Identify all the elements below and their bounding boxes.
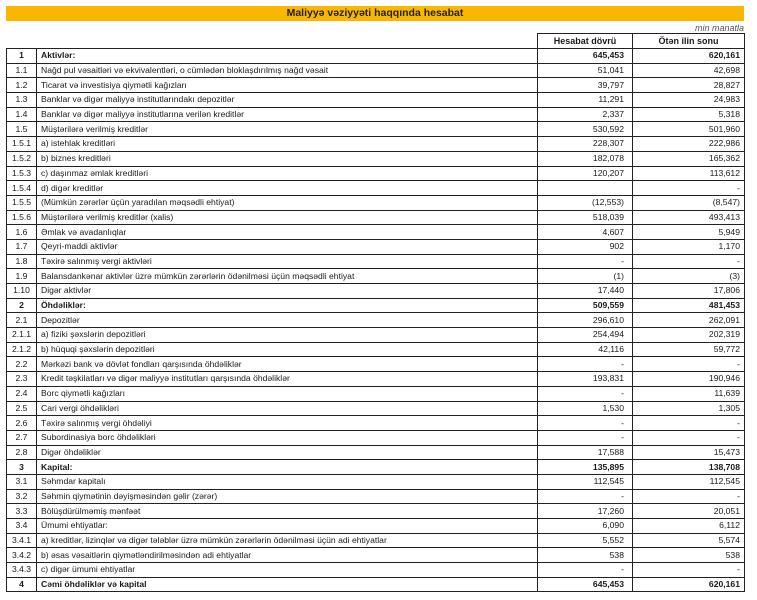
table-row bbox=[7, 401, 745, 416]
row-number: 3.4.3 bbox=[7, 563, 37, 578]
table-row bbox=[7, 63, 745, 78]
table-row bbox=[7, 195, 745, 210]
table-row bbox=[7, 166, 745, 181]
row-number: 2.6 bbox=[7, 416, 37, 431]
value-current-period: 17,260 bbox=[538, 504, 633, 519]
header-blank-label bbox=[37, 34, 538, 49]
table-row bbox=[7, 269, 745, 284]
value-current-period: 228,307 bbox=[538, 137, 633, 152]
row-label: Depozitlər bbox=[37, 313, 538, 328]
table-row bbox=[7, 489, 745, 504]
row-number: 3.4.1 bbox=[7, 533, 37, 548]
balance-sheet-table bbox=[6, 33, 745, 592]
value-previous-year-end: 113,612 bbox=[633, 166, 745, 181]
table-row bbox=[7, 284, 745, 299]
value-previous-year-end: (8,547) bbox=[633, 195, 745, 210]
row-number: 3.3 bbox=[7, 504, 37, 519]
value-previous-year-end: 202,319 bbox=[633, 328, 745, 343]
value-previous-year-end: 112,545 bbox=[633, 474, 745, 489]
row-label: Ticarət və investisiya qiymətli kağızları bbox=[37, 78, 538, 93]
table-row bbox=[7, 239, 745, 254]
row-number: 1.1 bbox=[7, 63, 37, 78]
row-label: Cəmi öhdəliklər və kapital bbox=[37, 577, 538, 592]
row-label: Digər aktivlər bbox=[37, 284, 538, 299]
value-previous-year-end: 11,639 bbox=[633, 386, 745, 401]
row-label: Mərkəzi bank və dövlət fondları qarşısında öhdəliklər bbox=[37, 357, 538, 372]
row-label: Aktivlər: bbox=[37, 49, 538, 64]
row-label: Təxirə salınmış vergi öhdəliyi bbox=[37, 416, 538, 431]
table-row bbox=[7, 577, 745, 592]
value-current-period: 182,078 bbox=[538, 151, 633, 166]
table-row bbox=[7, 430, 745, 445]
row-label: Digər öhdəliklər bbox=[37, 445, 538, 460]
row-number: 1.5.5 bbox=[7, 195, 37, 210]
value-previous-year-end: 17,806 bbox=[633, 284, 745, 299]
row-number: 1.7 bbox=[7, 239, 37, 254]
row-label: Qeyri-maddi aktivlər bbox=[37, 239, 538, 254]
value-current-period: 193,831 bbox=[538, 372, 633, 387]
row-label: a) istehlak kreditləri bbox=[37, 137, 538, 152]
value-current-period: - bbox=[538, 416, 633, 431]
row-label: a) fiziki şəxslərin depozitləri bbox=[37, 328, 538, 343]
value-previous-year-end: 481,453 bbox=[633, 298, 745, 313]
value-current-period: - bbox=[538, 254, 633, 269]
value-previous-year-end: - bbox=[633, 357, 745, 372]
row-label: Müştərilərə verilmiş kreditlər (xalis) bbox=[37, 210, 538, 225]
value-previous-year-end: - bbox=[633, 563, 745, 578]
value-current-period: (12,553) bbox=[538, 195, 633, 210]
value-current-period: 2,337 bbox=[538, 107, 633, 122]
table-row bbox=[7, 533, 745, 548]
row-number: 1 bbox=[7, 49, 37, 64]
value-previous-year-end: - bbox=[633, 254, 745, 269]
row-label: Təxirə salınmış vergi aktivləri bbox=[37, 254, 538, 269]
table-row bbox=[7, 548, 745, 563]
table-row bbox=[7, 474, 745, 489]
row-number: 1.4 bbox=[7, 107, 37, 122]
row-label: Balansdankənar aktivlər üzrə mümkün zərərlərin ödənilməsi üçün məqsədli ehtiyat bbox=[37, 269, 538, 284]
row-label: Səhmin qiymətinin dəyişməsindən gəlir (zərər) bbox=[37, 489, 538, 504]
value-previous-year-end: 6,112 bbox=[633, 519, 745, 534]
table-row bbox=[7, 416, 745, 431]
table-row bbox=[7, 313, 745, 328]
value-current-period: 135,895 bbox=[538, 460, 633, 475]
row-number: 2.3 bbox=[7, 372, 37, 387]
row-label: b) hüquqi şəxslərin depozitləri bbox=[37, 342, 538, 357]
row-number: 4 bbox=[7, 577, 37, 592]
table-row bbox=[7, 328, 745, 343]
value-current-period: 4,607 bbox=[538, 225, 633, 240]
row-number: 1.5.1 bbox=[7, 137, 37, 152]
value-current-period: 112,545 bbox=[538, 474, 633, 489]
table-row bbox=[7, 372, 745, 387]
value-previous-year-end: 190,946 bbox=[633, 372, 745, 387]
row-label: Subordinasiya borc öhdəlikləri bbox=[37, 430, 538, 445]
value-current-period bbox=[538, 181, 633, 196]
value-current-period: - bbox=[538, 430, 633, 445]
row-label: b) biznes kreditləri bbox=[37, 151, 538, 166]
value-previous-year-end: 165,362 bbox=[633, 151, 745, 166]
row-number: 1.5 bbox=[7, 122, 37, 137]
value-current-period: 6,090 bbox=[538, 519, 633, 534]
row-label: Ümumi ehtiyatlar: bbox=[37, 519, 538, 534]
value-current-period: 42,116 bbox=[538, 342, 633, 357]
row-label: Banklar və digər maliyyə institutlarındakı depozitlər bbox=[37, 93, 538, 108]
table-header-row bbox=[7, 34, 745, 49]
table-row bbox=[7, 563, 745, 578]
value-current-period: 17,588 bbox=[538, 445, 633, 460]
value-current-period: 509,559 bbox=[538, 298, 633, 313]
value-current-period: 1,530 bbox=[538, 401, 633, 416]
column-header-previous-year-end: Ötən ilin sonu bbox=[633, 34, 745, 49]
row-number: 1.5.2 bbox=[7, 151, 37, 166]
value-current-period: 645,453 bbox=[538, 577, 633, 592]
row-number: 3.4 bbox=[7, 519, 37, 534]
value-previous-year-end: 501,960 bbox=[633, 122, 745, 137]
row-number: 2.8 bbox=[7, 445, 37, 460]
value-current-period: 120,207 bbox=[538, 166, 633, 181]
row-number: 2.1.2 bbox=[7, 342, 37, 357]
row-number: 2.1 bbox=[7, 313, 37, 328]
row-number: 1.5.6 bbox=[7, 210, 37, 225]
value-previous-year-end: 5,318 bbox=[633, 107, 745, 122]
table-row bbox=[7, 49, 745, 64]
row-number: 3.2 bbox=[7, 489, 37, 504]
row-label: Bölüşdürülməmiş mənfəət bbox=[37, 504, 538, 519]
row-label: Nağd pul vəsaitləri və ekvivalentləri, o cümlədən bloklaşdırılmış nağd vəsait bbox=[37, 63, 538, 78]
row-label: Öhdəliklər: bbox=[37, 298, 538, 313]
row-number: 1.9 bbox=[7, 269, 37, 284]
header-blank-num bbox=[7, 34, 37, 49]
value-previous-year-end: - bbox=[633, 181, 745, 196]
value-current-period: - bbox=[538, 563, 633, 578]
value-previous-year-end: - bbox=[633, 430, 745, 445]
row-number: 2.7 bbox=[7, 430, 37, 445]
table-row bbox=[7, 122, 745, 137]
value-previous-year-end: 5,574 bbox=[633, 533, 745, 548]
row-label: b) əsas vəsaitlərin qiymətləndirilməsindən adi ehtiyatlar bbox=[37, 548, 538, 563]
value-current-period: 51,041 bbox=[538, 63, 633, 78]
column-header-current-period: Hesabat dövrü bbox=[538, 34, 633, 49]
table-row bbox=[7, 225, 745, 240]
row-label: (Mümkün zərərlər üçün yaradılan məqsədli ehtiyat) bbox=[37, 195, 538, 210]
row-label: a) kreditlər, lizinqlər və digər tələblər üzrə mümkün zərərlərin ödənilməsi üçün adi ehtiyatlar bbox=[37, 533, 538, 548]
row-number: 3 bbox=[7, 460, 37, 475]
row-label: Banklar və digər maliyyə institutlarına verilən kreditlər bbox=[37, 107, 538, 122]
table-row bbox=[7, 107, 745, 122]
row-label: Müştərilərə verilmiş kreditlər bbox=[37, 122, 538, 137]
row-number: 1.10 bbox=[7, 284, 37, 299]
row-label: Cari vergi öhdəlikləri bbox=[37, 401, 538, 416]
row-number: 2.1.1 bbox=[7, 328, 37, 343]
table-row bbox=[7, 504, 745, 519]
unit-label: min manatla bbox=[694, 23, 744, 33]
row-number: 2.5 bbox=[7, 401, 37, 416]
row-label: Səhmdar kapitalı bbox=[37, 474, 538, 489]
value-previous-year-end: 1,170 bbox=[633, 239, 745, 254]
table-row bbox=[7, 93, 745, 108]
row-number: 1.5.3 bbox=[7, 166, 37, 181]
table-row bbox=[7, 137, 745, 152]
row-number: 1.8 bbox=[7, 254, 37, 269]
value-previous-year-end: 59,772 bbox=[633, 342, 745, 357]
value-previous-year-end: 620,161 bbox=[633, 49, 745, 64]
value-previous-year-end: 1,305 bbox=[633, 401, 745, 416]
value-current-period: (1) bbox=[538, 269, 633, 284]
table-row bbox=[7, 78, 745, 93]
row-label: c) daşınmaz əmlak kreditləri bbox=[37, 166, 538, 181]
row-number: 2.2 bbox=[7, 357, 37, 372]
table-row bbox=[7, 386, 745, 401]
value-current-period: - bbox=[538, 489, 633, 504]
value-current-period: - bbox=[538, 386, 633, 401]
row-number: 2 bbox=[7, 298, 37, 313]
table-row bbox=[7, 445, 745, 460]
value-previous-year-end: 20,051 bbox=[633, 504, 745, 519]
value-previous-year-end: 28,827 bbox=[633, 78, 745, 93]
table-row bbox=[7, 342, 745, 357]
value-previous-year-end: 5,949 bbox=[633, 225, 745, 240]
table-row bbox=[7, 181, 745, 196]
table-row bbox=[7, 254, 745, 269]
row-label: d) digər kreditlər bbox=[37, 181, 538, 196]
row-label: c) digər ümumi ehtiyatlar bbox=[37, 563, 538, 578]
row-number: 1.3 bbox=[7, 93, 37, 108]
value-previous-year-end: 42,698 bbox=[633, 63, 745, 78]
row-number: 2.4 bbox=[7, 386, 37, 401]
row-number: 3.4.2 bbox=[7, 548, 37, 563]
row-number: 1.5.4 bbox=[7, 181, 37, 196]
value-previous-year-end: 493,413 bbox=[633, 210, 745, 225]
value-current-period: 645,453 bbox=[538, 49, 633, 64]
table-row bbox=[7, 298, 745, 313]
value-previous-year-end: 24,983 bbox=[633, 93, 745, 108]
row-number: 1.6 bbox=[7, 225, 37, 240]
report-title-banner: Maliyyə vəziyyəti haqqında hesabat bbox=[6, 6, 744, 21]
value-current-period: 39,797 bbox=[538, 78, 633, 93]
table-row bbox=[7, 210, 745, 225]
row-label: Kapital: bbox=[37, 460, 538, 475]
row-label: Əmlak və avadanlıqlar bbox=[37, 225, 538, 240]
value-previous-year-end: 538 bbox=[633, 548, 745, 563]
value-current-period: 5,552 bbox=[538, 533, 633, 548]
value-previous-year-end: 222,986 bbox=[633, 137, 745, 152]
table-row bbox=[7, 357, 745, 372]
table-row bbox=[7, 151, 745, 166]
value-previous-year-end: (3) bbox=[633, 269, 745, 284]
value-current-period: 518,039 bbox=[538, 210, 633, 225]
value-current-period: 538 bbox=[538, 548, 633, 563]
row-number: 1.2 bbox=[7, 78, 37, 93]
value-previous-year-end: 138,708 bbox=[633, 460, 745, 475]
value-previous-year-end: 262,091 bbox=[633, 313, 745, 328]
value-current-period: - bbox=[538, 357, 633, 372]
row-number: 3.1 bbox=[7, 474, 37, 489]
value-current-period: 17,440 bbox=[538, 284, 633, 299]
value-current-period: 296,610 bbox=[538, 313, 633, 328]
value-previous-year-end: - bbox=[633, 416, 745, 431]
row-label: Kredit təşkilatları və digər maliyyə institutları qarşısında öhdəliklər bbox=[37, 372, 538, 387]
value-previous-year-end: - bbox=[633, 489, 745, 504]
value-current-period: 254,494 bbox=[538, 328, 633, 343]
table-row bbox=[7, 460, 745, 475]
value-current-period: 902 bbox=[538, 239, 633, 254]
value-previous-year-end: 15,473 bbox=[633, 445, 745, 460]
table-row bbox=[7, 519, 745, 534]
value-current-period: 530,592 bbox=[538, 122, 633, 137]
value-current-period: 11,291 bbox=[538, 93, 633, 108]
value-previous-year-end: 620,161 bbox=[633, 577, 745, 592]
row-label: Borc qiymətli kağızları bbox=[37, 386, 538, 401]
